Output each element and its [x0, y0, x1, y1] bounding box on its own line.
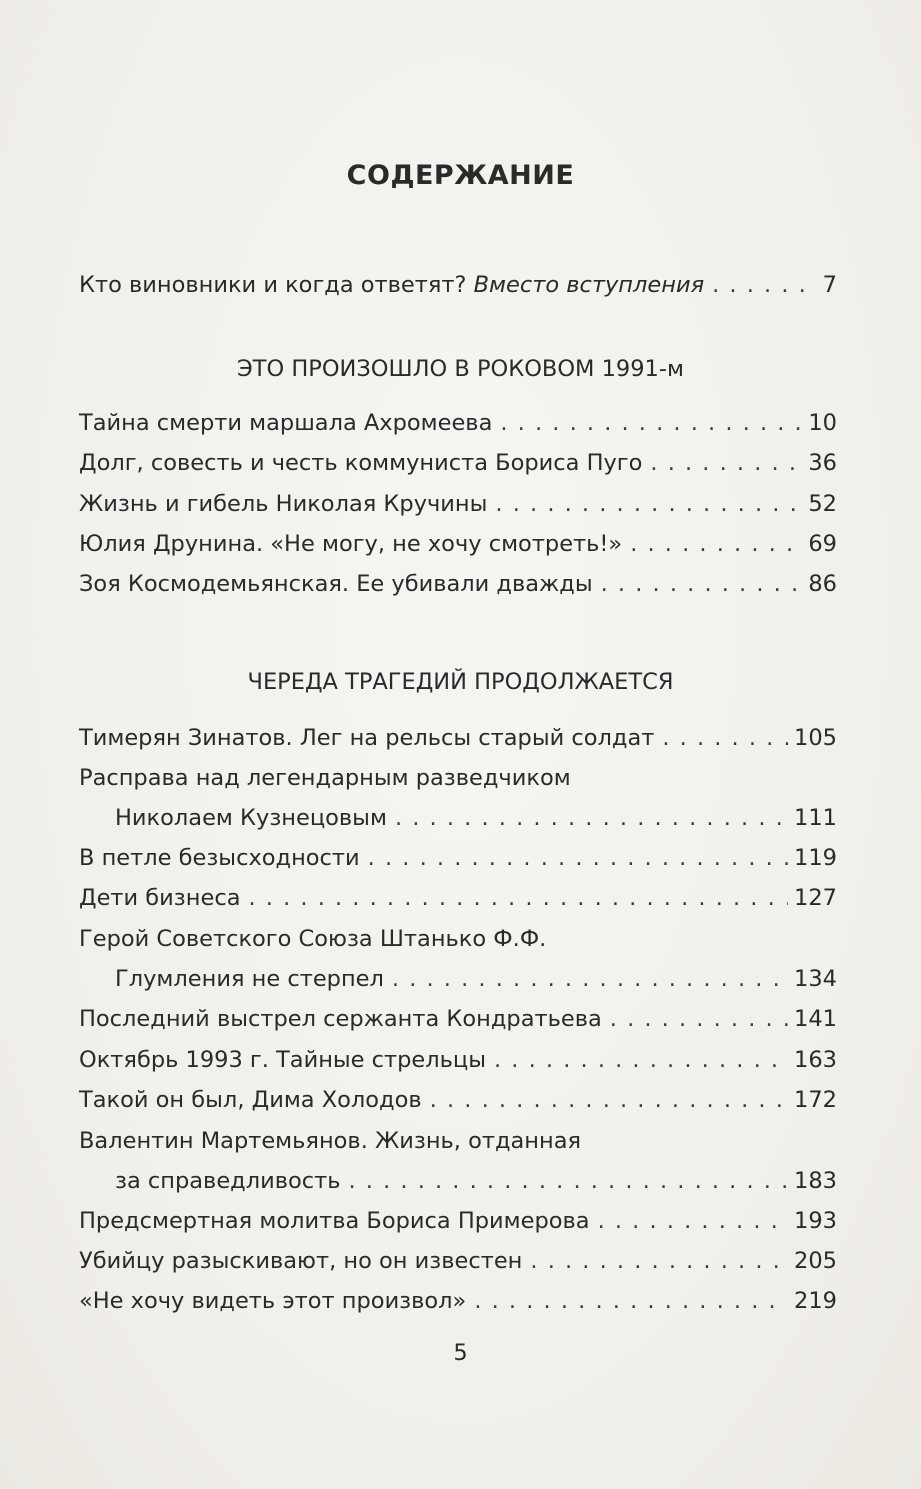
toc-entry[interactable] — [79, 1208, 837, 1242]
toc-entry[interactable] — [79, 1288, 837, 1322]
toc-entry-title-cont: за справедливость — [115, 1168, 341, 1194]
dot-leader — [395, 805, 788, 831]
toc-entry-title: Дети бизнеса — [79, 885, 241, 911]
toc-entry-title: Жизнь и гибель Николая Кручины — [79, 491, 488, 517]
toc-page-number: 52 — [808, 491, 837, 517]
toc-entry-title: Октябрь 1993 г. Тайные стрельцы — [79, 1047, 486, 1073]
toc-entry-title: Зоя Космодемьянская. Ее убивали дважды — [79, 571, 593, 597]
page-title: СОДЕРЖАНИЕ — [346, 160, 575, 191]
toc-entry[interactable] — [79, 450, 837, 484]
dot-leader — [392, 966, 788, 992]
toc-entry-title-line1: Валентин Мартемьянов. Жизнь, отданная — [79, 1128, 582, 1154]
dot-leader — [712, 272, 817, 298]
dot-leader — [630, 531, 802, 557]
dot-leader — [650, 450, 802, 476]
toc-entry[interactable] — [79, 885, 837, 919]
toc-entry-title-line1: Герой Советского Союза Штанько Ф.Ф. — [79, 926, 547, 952]
toc-entry-title-cont: Николаем Кузнецовым — [115, 805, 387, 831]
toc-entry[interactable] — [115, 805, 837, 839]
toc-entry[interactable] — [79, 491, 837, 525]
toc-page-number: 119 — [794, 845, 837, 871]
toc-page-number: 111 — [794, 805, 837, 831]
toc-page-number: 86 — [808, 571, 837, 597]
toc-entry[interactable] — [79, 1248, 837, 1282]
toc-entry[interactable] — [79, 531, 837, 565]
toc-page-number: 69 — [808, 531, 837, 557]
section-heading: ЭТО ПРОИЗОШЛО В РОКОВОМ 1991-м — [237, 356, 684, 382]
toc-entry[interactable] — [79, 725, 837, 759]
dot-leader — [495, 491, 802, 517]
dot-leader — [530, 1248, 788, 1274]
toc-entry-title: Долг, совесть и честь коммуниста Бориса Пуго — [79, 450, 643, 476]
toc-entry-title: Тимерян Зинатов. Лег на рельсы старый солдат — [79, 725, 655, 751]
dot-leader — [248, 885, 788, 911]
dot-leader — [610, 1006, 788, 1032]
toc-page-number: 193 — [794, 1208, 837, 1234]
dot-leader — [598, 1208, 788, 1234]
toc-entry[interactable] — [79, 1006, 837, 1040]
toc-page-number: 7 — [822, 272, 837, 298]
dot-leader — [662, 725, 788, 751]
toc-page-number: 10 — [808, 410, 837, 436]
toc-entry-title: Тайна смерти маршала Ахромеева — [79, 410, 493, 436]
toc-entry-title-line1: Расправа над легендарным разведчиком — [79, 765, 571, 791]
dot-leader — [601, 571, 803, 597]
toc-page-number: 105 — [794, 725, 837, 751]
toc-entry[interactable] — [115, 966, 837, 1000]
toc-entry[interactable] — [79, 571, 837, 605]
toc-entry-title: Юлия Друнина. «Не могу, не хочу смотреть!» — [79, 531, 623, 557]
toc-entry[interactable] — [79, 410, 837, 444]
dot-leader — [474, 1288, 788, 1314]
toc-entry-title: Кто виновники и когда ответят? Вместо вступления — [79, 272, 705, 298]
dot-leader — [494, 1047, 788, 1073]
toc-entry-subtitle: Вместо вступления — [473, 272, 705, 298]
toc-page-number: 36 — [808, 450, 837, 476]
toc-page-number: 141 — [794, 1006, 837, 1032]
page-number: 5 — [453, 1340, 468, 1366]
toc-page-number: 127 — [794, 885, 837, 911]
toc-entry[interactable] — [115, 1168, 837, 1202]
section-heading: ЧЕРЕДА ТРАГЕДИЙ ПРОДОЛЖАЕТСЯ — [247, 669, 674, 695]
toc-page-number: 205 — [794, 1248, 837, 1274]
dot-leader — [500, 410, 802, 436]
toc-page-number: 183 — [794, 1168, 837, 1194]
toc-page-number: 219 — [794, 1288, 837, 1314]
dot-leader — [348, 1168, 788, 1194]
toc-entry-title: Предсмертная молитва Бориса Примерова — [79, 1208, 590, 1234]
dot-leader — [368, 845, 788, 871]
toc-page-number: 134 — [794, 966, 837, 992]
toc-page-number: 172 — [794, 1087, 837, 1113]
toc-entry-title-cont: Глумления не стерпел — [115, 966, 384, 992]
toc-entry[interactable] — [79, 1087, 837, 1121]
toc-page-number: 163 — [794, 1047, 837, 1073]
toc-entry-intro[interactable] — [79, 272, 837, 306]
toc-entry-title: Убийцу разыскивают, но он известен — [79, 1248, 523, 1274]
dot-leader — [430, 1087, 788, 1113]
toc-entry-title: «Не хочу видеть этот произвол» — [79, 1288, 467, 1314]
toc-entry-title: В петле безысходности — [79, 845, 360, 871]
toc-entry-title: Последний выстрел сержанта Кондратьева — [79, 1006, 602, 1032]
toc-entry[interactable] — [79, 1047, 837, 1081]
toc-entry-title: Такой он был, Дима Холодов — [79, 1087, 422, 1113]
toc-entry[interactable] — [79, 845, 837, 879]
